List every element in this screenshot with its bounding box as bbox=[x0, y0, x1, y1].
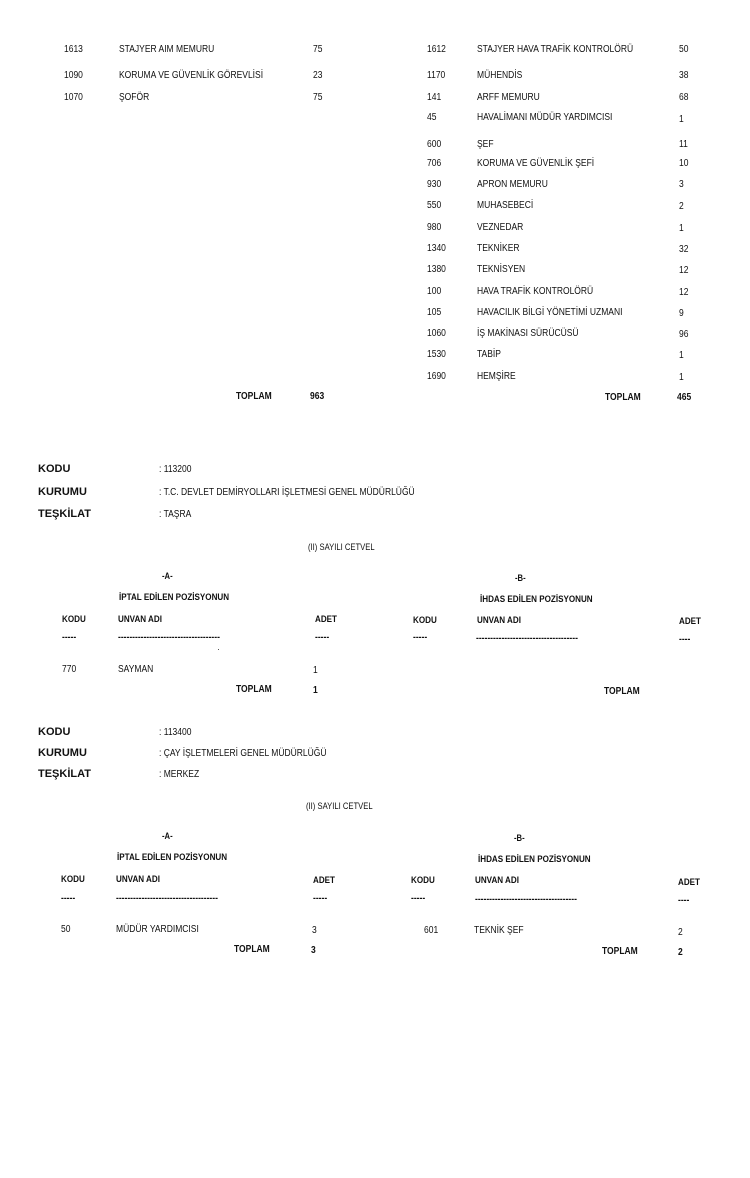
right-row-title: HAVA TRAFİK KONTROLÖRÜ bbox=[477, 286, 594, 297]
left-total-value: 3 bbox=[311, 945, 316, 956]
dash-line: ----- bbox=[413, 632, 428, 643]
right-row-title: HAVALİMANI MÜDÜR YARDIMCISI bbox=[477, 112, 613, 123]
right-row-title: TEKNİSYEN bbox=[477, 264, 526, 275]
right-row-code: 600 bbox=[427, 139, 442, 150]
left-row-count: 3 bbox=[312, 925, 317, 936]
dash-line: ----- bbox=[411, 893, 426, 904]
left-row-count: 75 bbox=[313, 92, 323, 103]
right-row-count: 68 bbox=[679, 92, 689, 103]
right-row-title: APRON MEMURU bbox=[477, 179, 548, 190]
left-total-label: TOPLAM bbox=[234, 944, 270, 955]
left-row-title: STAJYER AIM MEMURU bbox=[119, 44, 215, 55]
right-row-title: TEKNİKER bbox=[477, 243, 520, 254]
dash-line: ----- bbox=[313, 893, 328, 904]
dash-line: ---- bbox=[679, 634, 691, 645]
right-row-code: 601 bbox=[424, 925, 439, 936]
right-row-code: 706 bbox=[427, 158, 442, 169]
left-row-code: 50 bbox=[61, 924, 71, 935]
right-row-title: TEKNİK ŞEF bbox=[474, 925, 524, 936]
right-row-title: ARFF MEMURU bbox=[477, 92, 540, 103]
right-row-count: 38 bbox=[679, 70, 689, 81]
dash-line: ------------------------------------ bbox=[116, 893, 218, 904]
right-row-count: 1 bbox=[679, 223, 684, 234]
right-row-count: 1 bbox=[679, 350, 684, 361]
top-left-total-label: TOPLAM bbox=[236, 391, 272, 402]
left-row-title: KORUMA VE GÜVENLİK GÖREVLİSİ bbox=[119, 70, 264, 81]
kurumu-label: KURUMU bbox=[38, 486, 87, 498]
speck bbox=[218, 649, 219, 650]
top-right-total-value: 465 bbox=[677, 392, 692, 403]
right-row-title: ŞEF bbox=[477, 139, 494, 150]
dash-line: ----- bbox=[61, 893, 76, 904]
right-row-code: 1530 bbox=[427, 349, 446, 360]
kurumu-label: KURUMU bbox=[38, 747, 87, 759]
col-adet: ADET bbox=[678, 877, 700, 888]
top-right-total-label: TOPLAM bbox=[605, 392, 641, 403]
row-code: 770 bbox=[62, 664, 77, 675]
right-row-count: 2 bbox=[679, 201, 684, 212]
col-unvan: UNVAN ADI bbox=[475, 875, 519, 886]
right-row-title: TABİP bbox=[477, 349, 501, 360]
dash-line: ---- bbox=[678, 895, 690, 906]
right-row-code: 1690 bbox=[427, 371, 446, 382]
right-row-title: HAVACILIK BİLGİ YÖNETİMİ UZMANI bbox=[477, 307, 623, 318]
col-unvan: UNVAN ADI bbox=[116, 874, 160, 885]
right-row-title: HEMŞİRE bbox=[477, 371, 516, 382]
right-row-count: 50 bbox=[679, 44, 689, 55]
right-row-title: MÜHENDİS bbox=[477, 70, 523, 81]
left-total-label: TOPLAM bbox=[236, 684, 272, 695]
right-row-title: İŞ MAKİNASI SÜRÜCÜSÜ bbox=[477, 328, 579, 339]
a-label: -A- bbox=[162, 831, 173, 841]
right-row-title: MUHASEBECİ bbox=[477, 200, 534, 211]
right-row-code: 105 bbox=[427, 307, 442, 318]
right-row-count: 3 bbox=[679, 179, 684, 190]
left-row-code: 1090 bbox=[64, 70, 83, 81]
right-total-label: TOPLAM bbox=[604, 686, 640, 697]
teskilat-value: : MERKEZ bbox=[159, 769, 200, 780]
teskilat-value: : TAŞRA bbox=[159, 509, 192, 520]
right-row-count: 12 bbox=[679, 287, 689, 298]
dash-line: ----- bbox=[62, 632, 77, 643]
right-row-code: 100 bbox=[427, 286, 442, 297]
top-left-total-value: 963 bbox=[310, 391, 325, 402]
right-row-count: 9 bbox=[679, 308, 684, 319]
right-row-count: 2 bbox=[678, 927, 683, 938]
right-row-count: 1 bbox=[679, 372, 684, 383]
col-unvan: UNVAN ADI bbox=[477, 615, 521, 626]
dash-line: ------------------------------------ bbox=[475, 894, 577, 905]
right-row-title: STAJYER HAVA TRAFİK KONTROLÖRÜ bbox=[477, 44, 634, 55]
kodu-value: : 113400 bbox=[159, 727, 192, 738]
left-row-count: 75 bbox=[313, 44, 323, 55]
right-row-code: 1060 bbox=[427, 328, 446, 339]
right-row-title: KORUMA VE GÜVENLİK ŞEFİ bbox=[477, 158, 595, 169]
left-total-value: 1 bbox=[313, 685, 318, 696]
a-label: -A- bbox=[162, 571, 173, 581]
right-row-count: 1 bbox=[679, 114, 684, 125]
row-count: 1 bbox=[313, 665, 318, 676]
kurumu-value: : T.C. DEVLET DEMİRYOLLARI İŞLETMESİ GENEL MÜDÜRLÜĞÜ bbox=[159, 487, 415, 498]
cetvel-title: (II) SAYILI CETVEL bbox=[308, 542, 375, 552]
right-row-code: 550 bbox=[427, 200, 442, 211]
kurumu-value: : ÇAY İŞLETMELERİ GENEL MÜDÜRLÜĞÜ bbox=[159, 748, 327, 759]
right-total-value: 2 bbox=[678, 947, 683, 958]
right-row-code: 1380 bbox=[427, 264, 446, 275]
left-row-title: ŞOFÖR bbox=[119, 92, 150, 103]
right-row-code: 1340 bbox=[427, 243, 446, 254]
b-title: İHDAS EDİLEN POZİSYONUN bbox=[480, 594, 593, 605]
col-adet: ADET bbox=[679, 616, 701, 627]
kodu-label: KODU bbox=[38, 726, 71, 738]
right-row-code: 45 bbox=[427, 112, 437, 123]
b-label: -B- bbox=[514, 833, 525, 843]
right-row-count: 12 bbox=[679, 265, 689, 276]
left-row-code: 1613 bbox=[64, 44, 83, 55]
left-row-count: 23 bbox=[313, 70, 323, 81]
row-title: SAYMAN bbox=[118, 664, 154, 675]
left-row-title: MÜDÜR YARDIMCISI bbox=[116, 924, 199, 935]
right-row-code: 1612 bbox=[427, 44, 446, 55]
teskilat-label: TEŞKİLAT bbox=[38, 508, 91, 520]
teskilat-label: TEŞKİLAT bbox=[38, 768, 91, 780]
kodu-value: : 113200 bbox=[159, 464, 192, 475]
dash-line: ------------------------------------ bbox=[476, 633, 578, 644]
left-row-code: 1070 bbox=[64, 92, 83, 103]
right-row-code: 1170 bbox=[427, 70, 446, 81]
dash-line: ----- bbox=[315, 632, 330, 643]
right-row-count: 10 bbox=[679, 158, 689, 169]
col-kodu: KODU bbox=[61, 874, 85, 885]
right-row-code: 980 bbox=[427, 222, 442, 233]
col-unvan: UNVAN ADI bbox=[118, 614, 162, 625]
dash-line: ------------------------------------ bbox=[118, 632, 220, 643]
col-adet: ADET bbox=[315, 614, 337, 625]
right-total-label: TOPLAM bbox=[602, 946, 638, 957]
kodu-label: KODU bbox=[38, 463, 71, 475]
right-row-title: VEZNEDAR bbox=[477, 222, 524, 233]
a-title: İPTAL EDİLEN POZİSYONUN bbox=[117, 852, 228, 863]
right-row-code: 930 bbox=[427, 179, 442, 190]
right-row-count: 96 bbox=[679, 329, 689, 340]
right-row-code: 141 bbox=[427, 92, 442, 103]
col-kodu: KODU bbox=[411, 875, 435, 886]
cetvel-title: (II) SAYILI CETVEL bbox=[306, 801, 373, 811]
a-title: İPTAL EDİLEN POZİSYONUN bbox=[119, 592, 230, 603]
right-row-count: 11 bbox=[679, 139, 688, 150]
col-adet: ADET bbox=[313, 875, 335, 886]
col-kodu: KODU bbox=[413, 615, 437, 626]
col-kodu: KODU bbox=[62, 614, 86, 625]
b-label: -B- bbox=[515, 573, 526, 583]
b-title: İHDAS EDİLEN POZİSYONUN bbox=[478, 854, 591, 865]
right-row-count: 32 bbox=[679, 244, 689, 255]
